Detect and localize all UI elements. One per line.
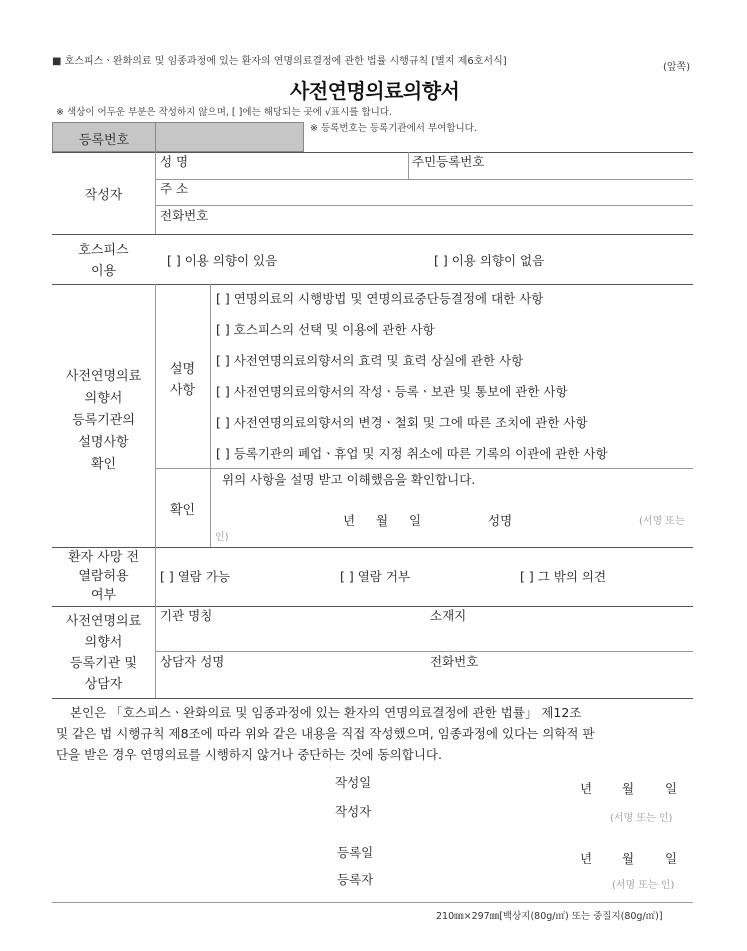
explanation-section-label: 사전연명의료 의향서 등록기관의 설명사항 확인 [65, 369, 142, 472]
counselor-name-label: 상담자 성명 [160, 654, 225, 669]
address-field-label: 주 소 [160, 181, 189, 196]
confirm-day: 일 [409, 513, 422, 528]
writer-phone-field-label: 전화번호 [160, 208, 209, 223]
page-side: (앞쪽) [663, 62, 691, 73]
writer-sign-note: (서명 또는 인) [610, 813, 673, 824]
explanation-item[interactable]: [ ] 사전연명의료의향서의 변경ㆍ철회 및 그에 따른 조치에 관한 사항 [216, 415, 588, 430]
hospice-option-no[interactable]: [ ] 이용 의향이 없음 [434, 253, 545, 268]
hospice-option-yes[interactable]: [ ] 이용 의향이 있음 [167, 253, 278, 268]
institution-location-label: 소재지 [430, 608, 467, 623]
law-reference: ■ 호스피스ㆍ완화의료 및 임종과정에 있는 환자의 연명의료결정에 관한 법률 시행규칙 [별지 제6호서식] [52, 56, 507, 67]
hospice-label-line2: 이용 [90, 264, 117, 279]
write-day: 일 [665, 781, 678, 796]
registration-number-note: ※ 등록번호는 등록기관에서 부여합니다. [310, 123, 477, 134]
explanation-item[interactable]: [ ] 사전연명의료의향서의 작성ㆍ등록ㆍ보관 및 통보에 관한 사항 [216, 384, 568, 399]
writer-sign-label: 작성자 [335, 804, 372, 819]
explanation-item[interactable]: [ ] 등록기관의 폐업ㆍ휴업 및 지정 취소에 따른 기록의 이관에 관한 사항 [216, 446, 608, 461]
reg-day: 일 [665, 851, 678, 866]
confirm-text: 위의 사항을 설명 받고 이해했음을 확인합니다. [222, 472, 476, 487]
confirm-month: 월 [376, 513, 389, 528]
confirm-year: 년 [343, 513, 356, 528]
viewing-option-other[interactable]: [ ] 그 밖의 의견 [520, 569, 607, 584]
registrar-sign-label: 등록자 [337, 872, 374, 887]
confirm-label: 확인 [169, 503, 196, 518]
explanation-item[interactable]: [ ] 사전연명의료의향서의 효력 및 효력 상실에 관한 사항 [216, 353, 524, 368]
reg-date-label: 등록일 [337, 845, 374, 860]
reg-month: 월 [622, 851, 635, 866]
viewing-option-deny[interactable]: [ ] 열람 거부 [340, 569, 410, 584]
write-date-label: 작성일 [335, 775, 372, 790]
resident-number-field-label: 주민등록번호 [412, 154, 485, 169]
viewing-option-allow[interactable]: [ ] 열람 가능 [160, 569, 230, 584]
shade-note: ※ 색상이 어두운 부분은 작성하지 않으며, [ ]에는 해당되는 곳에 √표시를 합니다. [56, 107, 392, 118]
institution-phone-label: 전화번호 [430, 654, 479, 669]
explanation-sublabel-1: 설명 [169, 362, 196, 377]
confirm-sign-note-cont: 인) [215, 532, 229, 543]
registrar-sign-note: (서명 또는 인) [612, 880, 675, 891]
form-title: 사전연명의료의향서 [290, 79, 460, 103]
consent-paragraph: 본인은 「호스피스ㆍ완화의료 및 임종과정에 있는 환자의 연명의료결정에 관한 법률」 제12조 및 같은 법 시행규칙 제8조에 따라 위와 같은 내용을 직접 작성했으며, 임종과정에 있다는 의학적 판 단을 받은 경우 연명의료를 시행하지 않거나 중단하는 것에 동의합니다. [56, 705, 595, 762]
viewing-section-label: 환자 사망 전 열람허용 여부 [67, 550, 140, 603]
registration-number-label: 등록번호 [78, 133, 130, 148]
write-month: 월 [622, 781, 635, 796]
explanation-item[interactable]: [ ] 연명의료의 시행방법 및 연명의료중단등결정에 대한 사항 [216, 291, 544, 306]
name-field-label: 성 명 [160, 154, 189, 169]
hospice-label-line1: 호스피스 [78, 243, 129, 258]
institution-section-label: 사전연명의료 의향서 등록기관 및 상담자 [65, 614, 142, 692]
explanation-item[interactable]: [ ] 호스피스의 선택 및 이용에 관한 사항 [216, 322, 435, 337]
paper-spec-footer: 210㎜×297㎜[백상지(80g/㎡) 또는 중질지(80g/㎡)] [436, 911, 663, 922]
institution-name-label: 기관 명칭 [160, 608, 213, 623]
explanation-sublabel-2: 사항 [169, 383, 196, 398]
confirm-signature-label: 성명 [488, 513, 513, 528]
writer-label: 작성자 [84, 188, 123, 203]
write-year: 년 [580, 781, 593, 796]
reg-year: 년 [580, 851, 593, 866]
confirm-sign-note: (서명 또는 [639, 516, 685, 527]
